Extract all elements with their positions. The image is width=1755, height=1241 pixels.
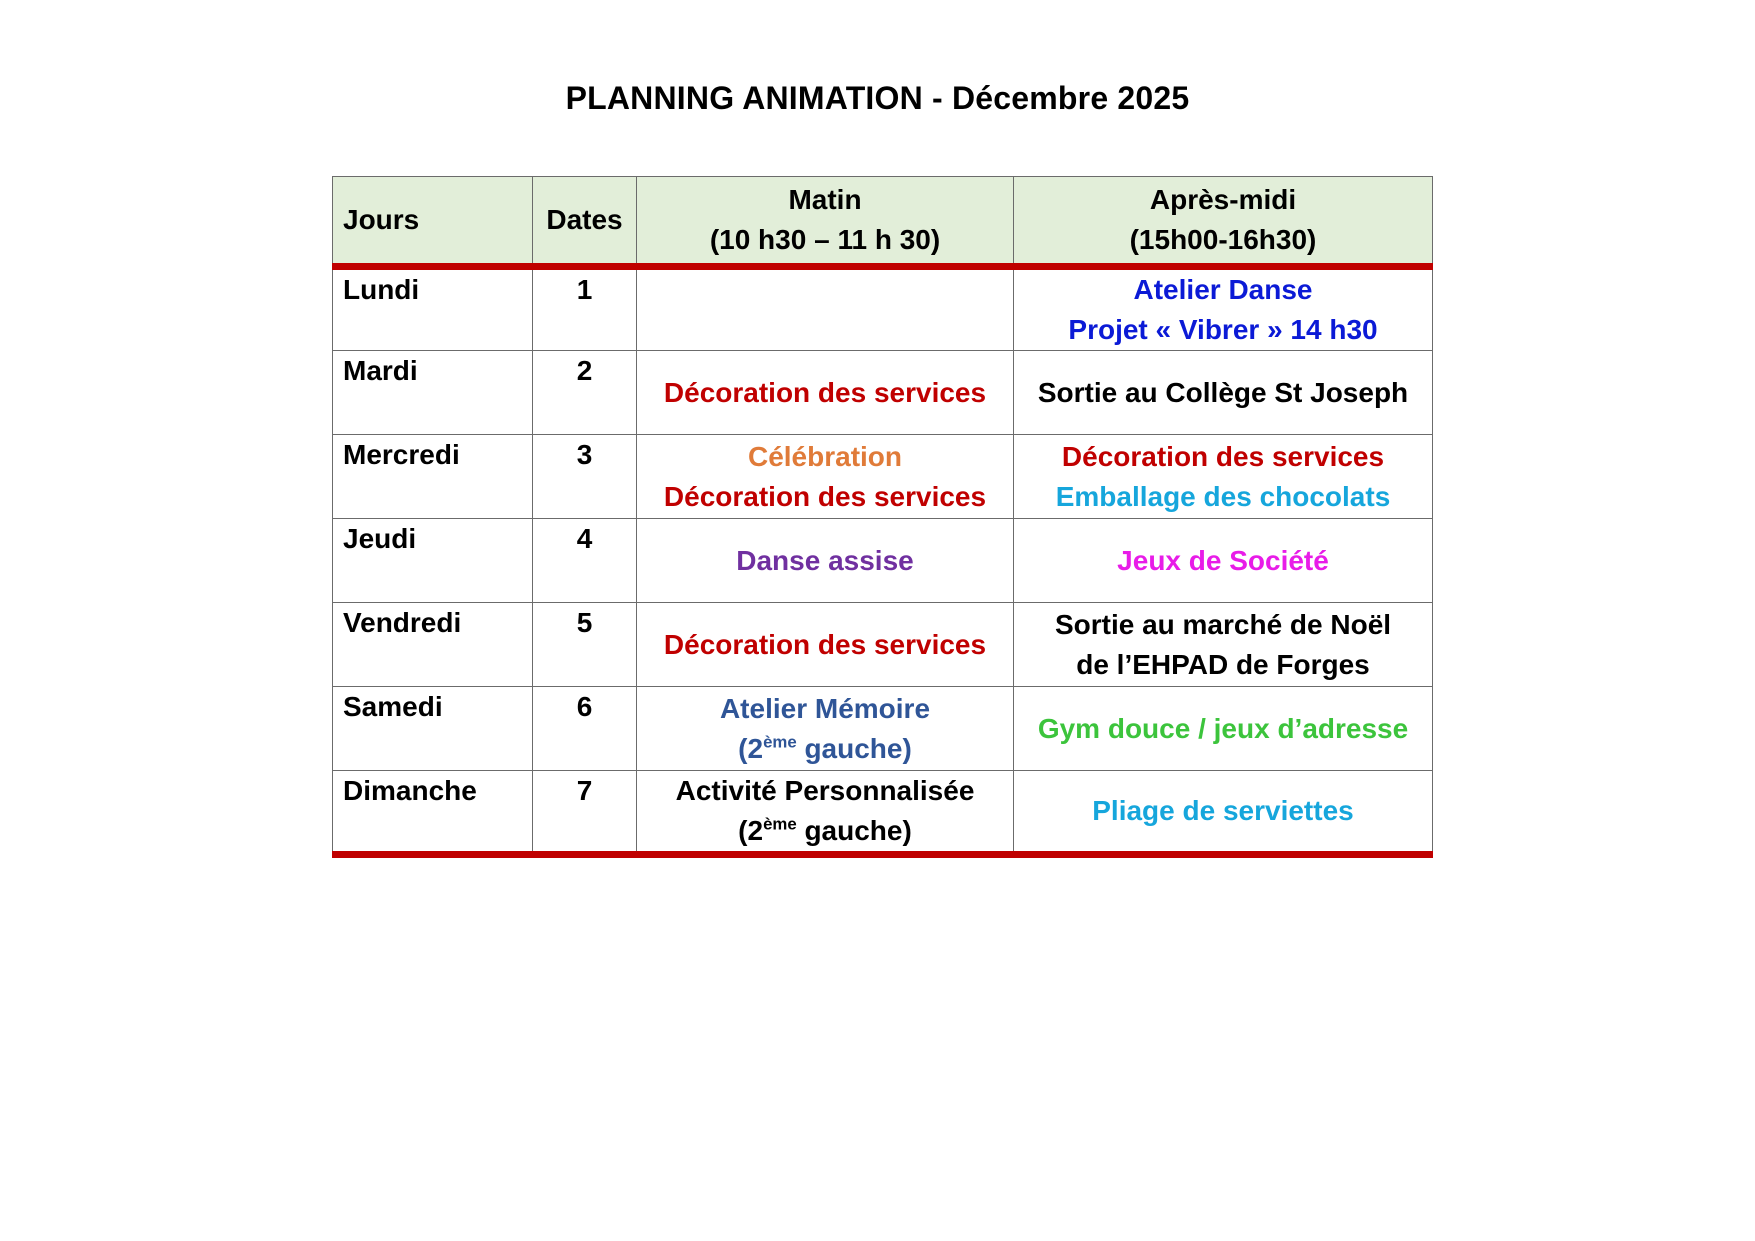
morning-activity-text: Décoration des services (663, 628, 987, 660)
table-row (333, 771, 1433, 855)
header-apres-midi (1014, 177, 1433, 267)
morning-activity-text: Décoration des services (663, 376, 987, 408)
afternoon-activity-text: Sortie au marché de Noël (1054, 608, 1392, 640)
afternoon-activity-text: Sortie au Collège St Joseph (1037, 376, 1409, 408)
afternoon-activity-text: Pliage de serviettes (1092, 795, 1354, 826)
morning-activity-line (647, 729, 1003, 769)
afternoon-activity-text: Emballage des chocolats (1055, 480, 1391, 512)
afternoon-activity-cell (1014, 771, 1433, 855)
date-cell: 7 (533, 771, 637, 855)
header-matin-label: Matin (788, 184, 862, 215)
afternoon-activity-line (1024, 477, 1422, 517)
date-cell: 6 (533, 687, 637, 771)
header-jours: Jours (333, 177, 533, 267)
afternoon-activity-line (1024, 270, 1422, 310)
header-apres-midi-label: Après-midi (1149, 184, 1297, 215)
date-cell: 2 (533, 351, 637, 435)
header-matin-hours: (10 h30 – 11 h 30) (709, 224, 941, 255)
morning-activity-text: Atelier Mémoire (719, 692, 931, 724)
morning-activity-text: Activité Personnalisée (675, 775, 975, 806)
day-cell: Vendredi (333, 603, 533, 687)
day-cell: Jeudi (333, 519, 533, 603)
table-row (333, 519, 1433, 603)
afternoon-activity-text: Gym douce / jeux d’adresse (1037, 712, 1409, 744)
day-cell: Dimanche (333, 771, 533, 855)
morning-activity-text: Décoration des services (663, 480, 987, 512)
afternoon-activity-text: de l’EHPAD de Forges (1076, 648, 1370, 680)
table-body (333, 267, 1433, 855)
date-cell: 4 (533, 519, 637, 603)
morning-activity-text-suffix: gauche) (796, 815, 912, 846)
table-header-row (333, 177, 1433, 267)
afternoon-activity-line (1024, 605, 1422, 645)
header-matin (637, 177, 1014, 267)
afternoon-activity-line (1024, 791, 1422, 831)
header-apres-midi-hours: (15h00-16h30) (1129, 224, 1317, 255)
afternoon-activity-line (1024, 645, 1422, 685)
afternoon-activity-cell (1014, 687, 1433, 771)
table-row (333, 603, 1433, 687)
day-cell: Lundi (333, 267, 533, 351)
morning-activity-cell (637, 435, 1014, 519)
morning-activity-text: Célébration (747, 440, 903, 472)
morning-activity-text-suffix: gauche) (796, 732, 912, 764)
morning-activity-line (647, 373, 1003, 413)
morning-activity-line (647, 437, 1003, 477)
table-row (333, 435, 1433, 519)
afternoon-activity-cell (1014, 435, 1433, 519)
date-cell: 1 (533, 267, 637, 351)
morning-activity-cell (637, 687, 1014, 771)
morning-activity-line (647, 625, 1003, 665)
table-row (333, 267, 1433, 351)
afternoon-activity-text: Atelier Danse (1133, 274, 1313, 305)
afternoon-activity-cell (1014, 267, 1433, 351)
morning-activity-cell (637, 771, 1014, 855)
date-cell: 3 (533, 435, 637, 519)
afternoon-activity-cell (1014, 603, 1433, 687)
planning-table (332, 176, 1433, 858)
afternoon-activity-line (1024, 709, 1422, 749)
afternoon-activity-text: Projet « Vibrer » 14 h30 (1068, 314, 1378, 345)
morning-activity-cell (637, 351, 1014, 435)
afternoon-activity-cell (1014, 351, 1433, 435)
day-cell: Samedi (333, 687, 533, 771)
morning-activity-superscript: ème (763, 814, 797, 834)
day-cell: Mardi (333, 351, 533, 435)
morning-activity-line (647, 541, 1003, 581)
morning-activity-text: (2 (738, 815, 764, 846)
morning-activity-line (647, 811, 1003, 851)
morning-activity-cell (637, 519, 1014, 603)
date-cell: 5 (533, 603, 637, 687)
afternoon-activity-line (1024, 310, 1422, 350)
afternoon-activity-line (1024, 373, 1422, 413)
page-title: PLANNING ANIMATION - Décembre 2025 (565, 80, 1190, 116)
afternoon-activity-cell (1014, 519, 1433, 603)
table-row (333, 687, 1433, 771)
morning-activity-cell (637, 267, 1014, 351)
morning-activity-line (647, 477, 1003, 517)
afternoon-activity-text: Décoration des services (1061, 440, 1385, 472)
morning-activity-cell (637, 603, 1014, 687)
morning-activity-text: Danse assise (736, 544, 914, 576)
afternoon-activity-line (1024, 541, 1422, 581)
morning-activity-text: (2 (738, 732, 764, 764)
table-row (333, 351, 1433, 435)
morning-activity-line (647, 689, 1003, 729)
morning-activity-superscript: ème (763, 732, 797, 752)
header-dates: Dates (533, 177, 637, 267)
morning-activity-line (647, 771, 1003, 811)
afternoon-activity-line (1024, 437, 1422, 477)
afternoon-activity-text: Jeux de Société (1117, 544, 1329, 576)
day-cell: Mercredi (333, 435, 533, 519)
